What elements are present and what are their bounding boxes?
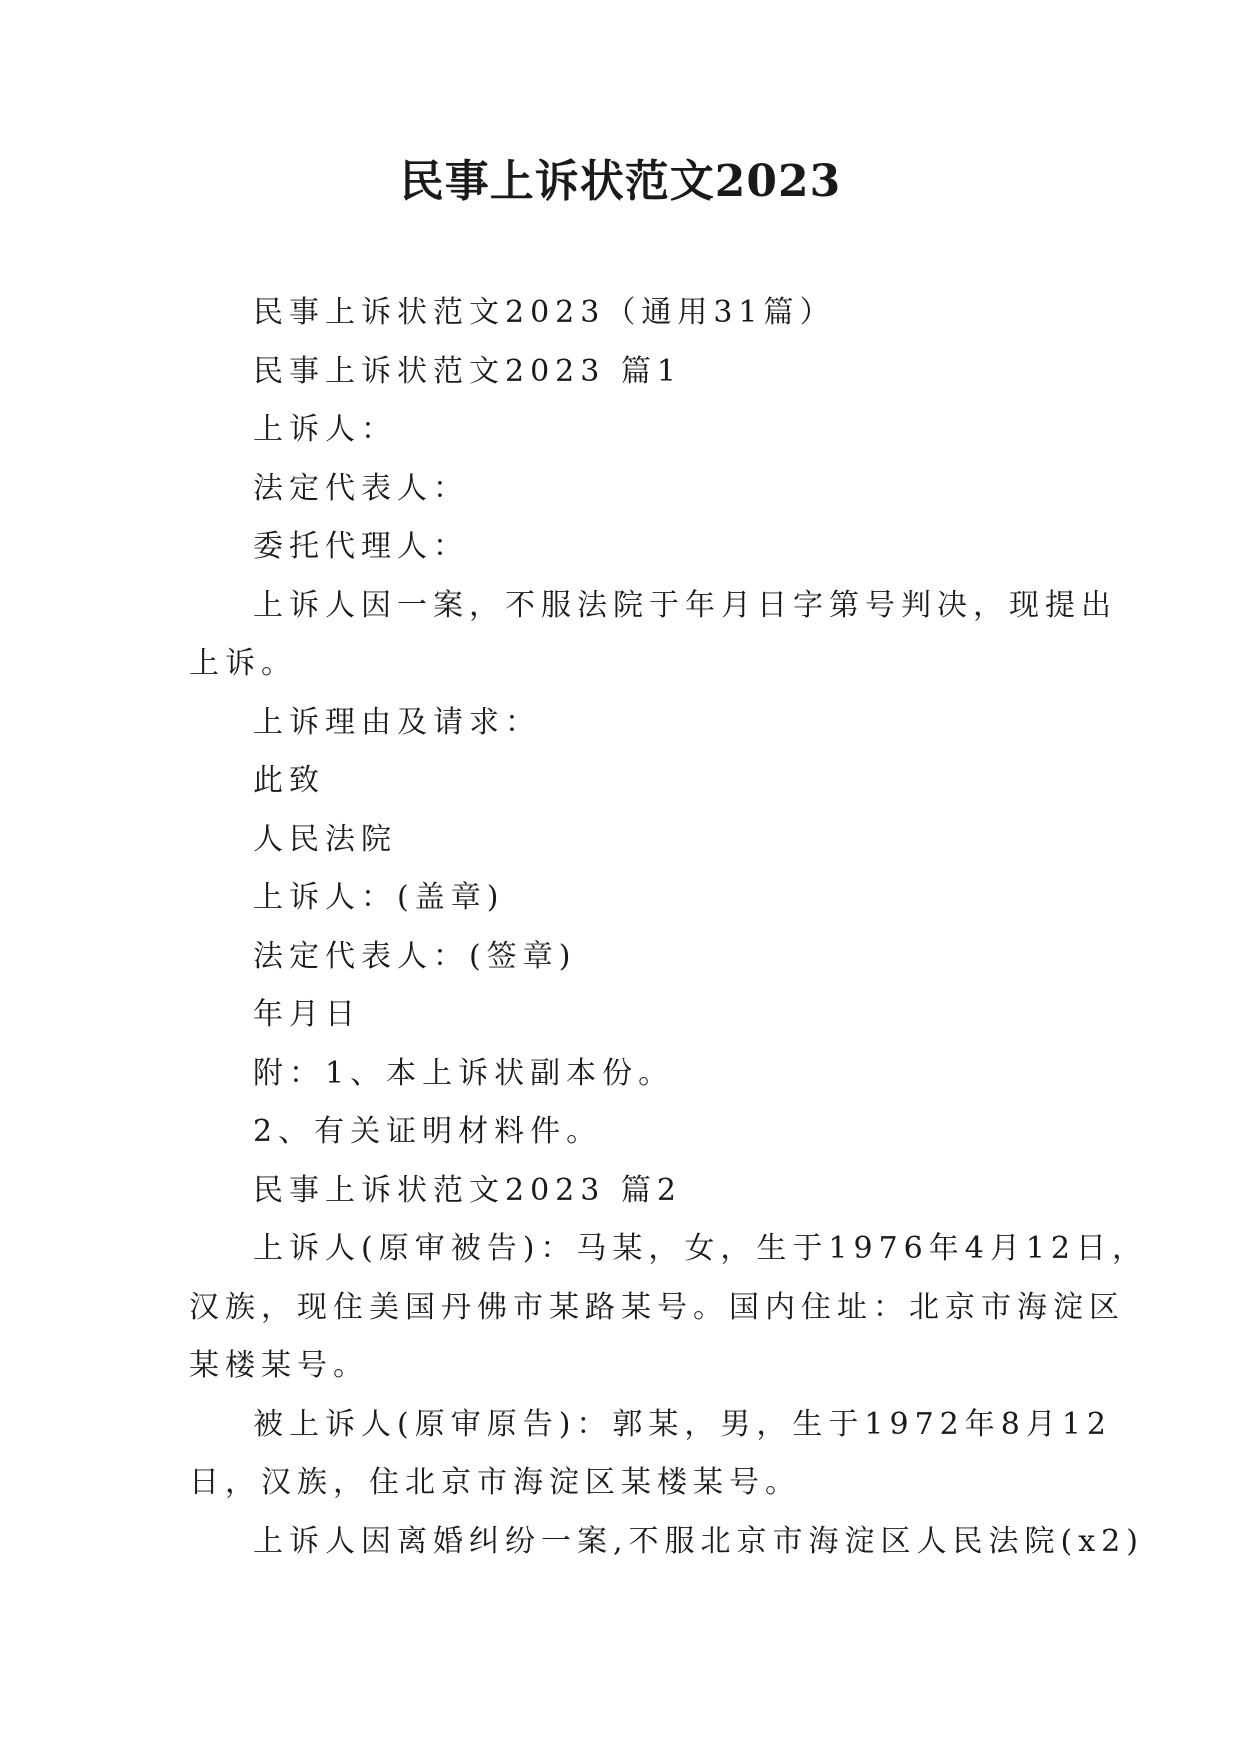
paragraph-line: 委托代理人： (253, 529, 469, 564)
paragraph-line: 上诉人因离婚纠纷一案,不服北京市海淀区人民法院(x2) (253, 1523, 1144, 1559)
paragraph-line: 附：1、本上诉状副本份。 (253, 1055, 675, 1091)
paragraph-line: 被上诉人(原审原告)：郭某，男，生于1972年8月12 (253, 1406, 1113, 1442)
paragraph-line: 上诉人：(盖章) (253, 880, 505, 915)
paragraph-line: 法定代表人：(签章) (253, 938, 577, 974)
document-title: 民事上诉状范文2023 (399, 156, 842, 207)
paragraph-line: 年月日 (253, 997, 361, 1032)
paragraph-line: 某楼某号。 (189, 1348, 369, 1383)
paragraph-line: 此致 (253, 763, 325, 798)
paragraph-line: 上诉理由及请求： (253, 704, 541, 740)
paragraph-line: 民事上诉状范文2023 篇1 (253, 353, 682, 389)
document-body (189, 284, 1149, 1571)
paragraph-line: 上诉人因一案，不服法院于年月日字第号判决，现提出 (253, 587, 1117, 623)
paragraph-line: 上诉。 (189, 646, 297, 681)
paragraph-line: 人民法院 (253, 821, 397, 857)
paragraph-line: 法定代表人： (253, 470, 469, 506)
paragraph-line: 2、有关证明材料件。 (253, 1114, 603, 1149)
paragraph-line: 上诉人： (253, 412, 397, 447)
paragraph-line: 日，汉族，住北京市海淀区某楼某号。 (189, 1465, 801, 1500)
paragraph-line: 民事上诉状范文2023 篇2 (253, 1172, 682, 1208)
paragraph-line: 汉族，现住美国丹佛市某路某号。国内住址：北京市海淀区 (189, 1289, 1125, 1325)
paragraph-line: 民事上诉状范文2023（通用31篇） (253, 295, 836, 330)
paragraph-line: 上诉人(原审被告)：马某，女，生于1976年4月12日， (253, 1231, 1149, 1266)
